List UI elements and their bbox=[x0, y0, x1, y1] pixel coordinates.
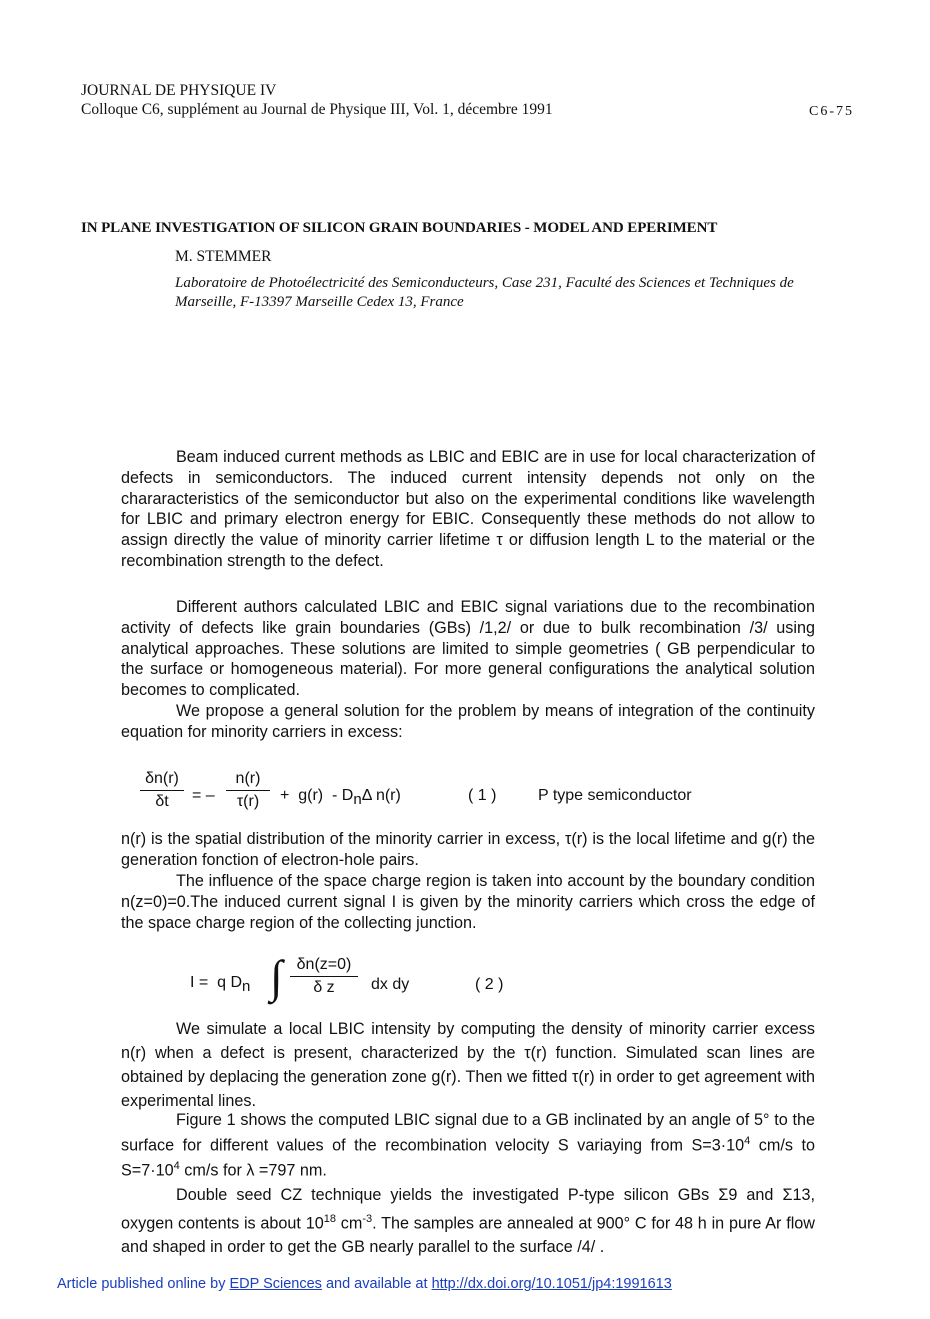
p7-exponent-1: 4 bbox=[744, 1134, 751, 1147]
eq1-lhs-numerator: δn(r) bbox=[145, 770, 179, 787]
footer-middle: and available at bbox=[321, 1276, 432, 1292]
fraction-bar bbox=[226, 790, 270, 791]
fraction-bar bbox=[290, 976, 358, 977]
integral-sign: ∫ bbox=[270, 951, 283, 1002]
paragraph-simulation: We simulate a local LBIC intensity by computing the density of minority carrier excess n(r) when a defect is present, characterized by the τ(r) function. Simulated scan lines are obtained by deplacing the generation zone g(r). Then we fitted τ(r) in order to get agreement with experimental lines. bbox=[121, 1020, 815, 1110]
paragraph-intro: Beam induced current methods as LBIC and EBIC are in use for local characterization of defects in semiconductors. The induced current intensity depends not only on the chararacteristics of the semiconductor but also on the experimental conditions like wavelength for LBIC and primary electron energy for EBIC. Consequently these methods do not allow to assign directly the value of minority carrier lifetime τ or diffusion length L to the material or the recombination strength to the defect. bbox=[121, 448, 815, 570]
publication-footer bbox=[57, 1276, 672, 1292]
eq2-numerator: δn(z=0) bbox=[296, 956, 352, 973]
paragraph-boundary-condition: The influence of the space charge region is taken into account by the boundary condition n(z=0)=0.The induced current signal I is given by the minority carriers which cross the edge of the space charge region of the collecting junction. bbox=[121, 872, 815, 932]
eq1-number: ( 1 ) bbox=[468, 787, 497, 804]
page-reference: C6-75 bbox=[809, 104, 854, 119]
journal-name: JOURNAL DE PHYSIQUE IV bbox=[81, 82, 277, 99]
eq2-fraction bbox=[290, 956, 358, 997]
equation-continuity bbox=[140, 770, 840, 826]
eq1-equals: = – bbox=[192, 787, 215, 804]
edp-sciences-link[interactable]: EDP Sciences bbox=[229, 1276, 322, 1292]
eq2-tail: dx dy bbox=[371, 976, 410, 993]
p8-exponent-2: -3 bbox=[362, 1213, 373, 1225]
eq2-denominator: δ z bbox=[313, 979, 335, 996]
paragraph-samples bbox=[121, 1183, 815, 1259]
eq1-subscript-n: n bbox=[353, 791, 362, 809]
author-affiliation: Laboratoire de Photoélectricité des Semiconducteurs, Case 231, Faculté des Sciences et Techniques de Marseille, F-13397 Marseille Cedex 13, France bbox=[175, 275, 794, 310]
colloque-info: Colloque C6, supplément au Journal de Physique III, Vol. 1, décembre 1991 bbox=[81, 101, 553, 118]
p8-text-c: . The samples are annealed at 900° C for 48 h in pure Ar flow and shaped in order to get the GB nearly parallel to the surface /4/ . bbox=[121, 1214, 815, 1257]
eq1-note: P type semiconductor bbox=[538, 787, 692, 804]
p7-exponent-2: 4 bbox=[173, 1159, 180, 1172]
eq1-rhs-fraction bbox=[226, 770, 270, 811]
footer-prefix: Article published online by bbox=[57, 1276, 230, 1292]
eq1-rhs-denominator: τ(r) bbox=[236, 793, 260, 810]
fraction-bar bbox=[140, 790, 184, 791]
eq2-lhs-text: I = q D bbox=[190, 974, 243, 991]
eq1-lhs-denominator: δt bbox=[155, 793, 169, 810]
equation-current bbox=[190, 951, 690, 1014]
p8-text-a: Double seed CZ technique yields the investigated P-type silicon GBs Σ9 and Σ13, oxygen contents is about 10 bbox=[121, 1186, 815, 1233]
paragraph-proposal: We propose a general solution for the problem by means of integration of the continuity equation for minority carriers in excess: bbox=[121, 702, 815, 741]
eq1-rhs-numerator: n(r) bbox=[235, 770, 261, 787]
eq1-rest bbox=[280, 787, 401, 808]
paper-title: IN PLANE INVESTIGATION OF SILICON GRAIN BOUNDARIES - MODEL AND EPERIMENT bbox=[81, 220, 718, 236]
p7-text-a: Figure 1 shows the computed LBIC signal due to a GB inclinated by an angle of 5° to the surface for different values of the recombination velocity S variaying from S=3·10 bbox=[121, 1111, 815, 1155]
eq1-rest-a: + g(r) - D bbox=[280, 787, 354, 804]
author-name: M. STEMMER bbox=[175, 248, 272, 265]
p7-text-b: cm/s to S=7·10 bbox=[121, 1136, 815, 1180]
p7-text-c: cm/s for λ =797 nm. bbox=[179, 1161, 327, 1180]
p8-text-b: cm bbox=[335, 1214, 363, 1233]
doi-link[interactable]: http://dx.doi.org/10.1051/jp4:1991613 bbox=[431, 1276, 672, 1292]
eq2-subscript-n: n bbox=[242, 978, 251, 996]
eq2-lhs bbox=[190, 974, 250, 995]
paragraph-figure1 bbox=[121, 1110, 815, 1181]
paragraph-previous-work: Different authors calculated LBIC and EBIC signal variations due to the recombination activity of defects like grain boundaries (GBs) /1,2/ or due to bulk recombination /3/ using analytical approaches. These solutions are limited to simple geometries ( GB perpendicular to the surface or homogeneous material). For more general configurations the analytical solution becomes to complicated. bbox=[121, 598, 815, 700]
paragraph-definitions: n(r) is the spatial distribution of the minority carrier in excess, τ(r) is the local lifetime and g(r) the generation fonction of electron-hole pairs. bbox=[121, 830, 815, 869]
eq1-rest-b: Δ n(r) bbox=[361, 787, 401, 804]
eq1-lhs-fraction bbox=[140, 770, 184, 811]
eq2-number: ( 2 ) bbox=[475, 976, 504, 993]
p8-exponent-1: 18 bbox=[323, 1213, 336, 1225]
